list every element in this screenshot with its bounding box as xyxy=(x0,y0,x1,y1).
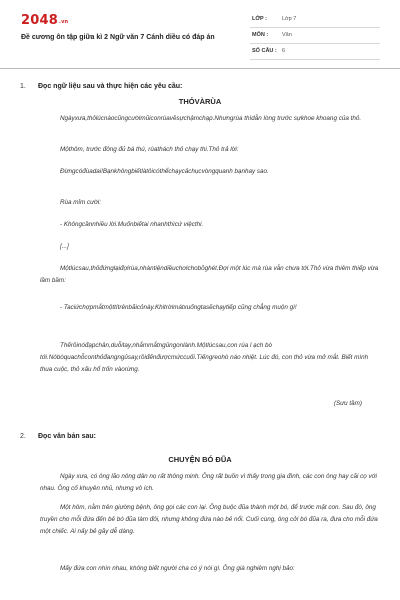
meta-table xyxy=(250,12,380,60)
question-1-number: 1. xyxy=(20,83,26,90)
meta-key: MÔN : xyxy=(252,32,269,38)
story-1-paragraph: Đừngcóđùadai!Bạnkhôngbiếtlàtôicóthểchạycảchụcvòngquanh bạnhay sao. xyxy=(60,168,269,175)
story-1-paragraph: Rùa mỉm cười: xyxy=(60,199,102,206)
meta-row-class xyxy=(250,12,380,28)
question-2-prompt: Đọc văn bản sau: xyxy=(38,433,96,440)
story-1-source: (Sưu tầm) xyxy=(333,400,362,407)
meta-key: SỐ CÂU : xyxy=(252,48,277,54)
header-divider xyxy=(0,68,400,69)
story-1-paragraph: Mộtlúcsau,thỏđứnglạiđợirùa,nhàntiệndiềuchơichobõghét.Đợi một lúc mà rùa vẫn chưa tới.Thỏ vừa thiêm thiếp vừa lầm bầm: xyxy=(40,265,379,284)
story-1-paragraph: Mộthôm, trước đông đủ bá thú, rùathách thỏ chạy thi.Thỏ trả lời: xyxy=(60,146,239,153)
document-title: Đề cương ôn tập giữa kì 2 Ngữ văn 7 Cánh diều có đáp án xyxy=(21,34,215,41)
story-2-title: CHUYỆN BÓ ĐŨA xyxy=(168,455,232,464)
meta-row-subject xyxy=(250,28,380,44)
story-1-paragraph: [...] xyxy=(60,243,69,250)
story-1-paragraph: Ngàyxưa,thỏlúcnàocũngcườimũiconrùavềsựchậmchạp.Nhưngrùa thìdẫn lòng trước sựkhoe khoang của thỏ. xyxy=(60,115,362,122)
logo-suffix: .vn xyxy=(58,19,69,25)
meta-value: Văn xyxy=(282,32,292,38)
question-1-prompt: Đọc ngữ liệu sau và thực hiện các yêu cầu: xyxy=(38,83,183,90)
story-2-paragraph: Một hôm, nằm trên giường bệnh, ông gọi các con lại. Ông buộc đũa thành một bó, để trước mặt con. Sau đó, ông truyền cho mỗi đứa đến bẻ bó đũa làm đôi, nhưng không đứa nào bẻ nổi. Cuối cùng, ông cởi bó đũa ra, đưa cho mỗi đứa một chiếc. Ai nấy bẻ gãy dễ dàng. xyxy=(40,504,378,535)
document-header xyxy=(0,0,400,70)
site-logo[interactable] xyxy=(21,13,68,28)
meta-value: 6 xyxy=(282,48,286,54)
story-2-paragraph: Ngày xưa, có ông lão nông dân nọ rất thông minh. Ông rất buồn vì thấy trong gia đình, các con ông hay cãi cọ với nhau. Ông cố khuyên nhủ, nhưng vô ích. xyxy=(40,473,377,492)
question-2-number: 2. xyxy=(20,433,26,440)
story-1-title: THỎVÀRÙA xyxy=(178,97,222,106)
meta-key: LỚP : xyxy=(252,16,267,22)
story-1-paragraph: Thếrồinóđạpchân,duỗitay,nhắmmắtngủngonlành.Mộtlúcsau,con rùa l ạch bò tới.Nóbòquachỗconthỏđangngủsay,rồiđếnđượcmứccuối.Tiếngreohò náo nhiệt. Lúc đó, con thỏ vừa mở mắt. Biết mình thua cuộc, thỏ xấu hổ trốn vàorừng. xyxy=(40,342,369,373)
story-1-paragraph: - Taciứchợpmắtmộttítrênbãicỏnày.Khitrờimátxuốngtasẽchạytiếp cũng chẳng muộn gì! xyxy=(60,304,297,311)
story-2-paragraph: Mấy đứa con nhìn nhau, không biết người cha có ý nói gì. Ông già nghiêm nghị bảo: xyxy=(60,565,295,572)
logo-text: 2048 xyxy=(21,13,58,28)
meta-value: Lớp 7 xyxy=(282,16,297,22)
meta-row-count xyxy=(250,44,380,60)
story-1-paragraph: - Khôngcầnnhiều lời.Muốnbiếtai nhanhthìcứ việcthi. xyxy=(60,221,204,228)
